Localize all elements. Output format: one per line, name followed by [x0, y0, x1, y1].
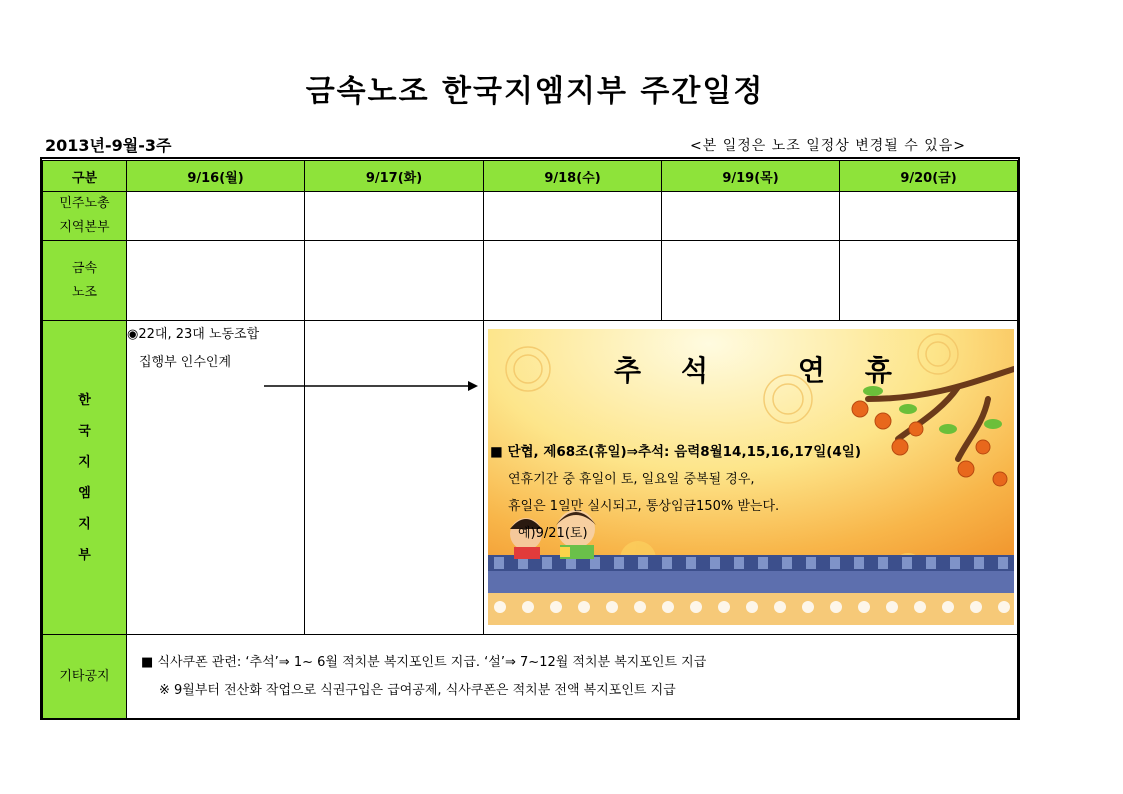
row-label-char: 지	[78, 454, 91, 470]
col-header-category: 구분	[43, 161, 127, 192]
cell-mon-event	[127, 321, 305, 635]
holiday-line: ■ 단협, 제68조(휴일)⇒추석: 음력8월14,15,16,17일(4일)	[490, 444, 862, 460]
holiday-line: 연휴기간 중 휴일이 토, 일요일 중복될 경우,	[508, 472, 755, 487]
notice-line: ※ 9월부터 전산화 작업으로 식권구입은 급여공제, 식사쿠폰은 적치분 전액 복지포인트 지급	[159, 682, 676, 698]
row-label-char: 한	[78, 392, 91, 408]
cell-empty	[127, 192, 305, 241]
row-label-char: 지	[78, 516, 91, 532]
col-header-mon: 9/16(월)	[127, 161, 305, 192]
col-header-thu: 9/19(목)	[662, 161, 840, 192]
table-row	[43, 635, 1018, 719]
row-label-line: 지역본부	[59, 220, 110, 235]
event-line: ◉22대, 23대 노동조합	[127, 327, 260, 342]
holiday-details	[490, 439, 861, 547]
cell-empty	[484, 192, 662, 241]
row-label-gmk	[43, 321, 127, 635]
row-label-line: 노조	[71, 284, 98, 300]
chuseok-holiday-cell	[484, 321, 1018, 635]
table-row	[43, 321, 1018, 635]
cell-empty	[662, 192, 840, 241]
holiday-title: 추석 연휴	[614, 354, 932, 387]
cell-empty	[127, 241, 305, 321]
row-label-char: 엠	[78, 485, 91, 501]
week-label: 2013년-9월-3주	[45, 136, 172, 155]
row-label-etc: 기타공지	[43, 635, 127, 719]
handover-arrow	[262, 378, 480, 394]
row-label-line: 민주노총	[59, 196, 110, 211]
schedule-note: <본 일정은 노조 일정상 변경될 수 있음>	[690, 138, 967, 154]
header-row	[43, 161, 1018, 192]
cell-empty	[305, 241, 484, 321]
notice-cell	[127, 635, 1018, 719]
col-header-wed: 9/18(수)	[484, 161, 662, 192]
cell-empty	[305, 192, 484, 241]
cell-empty	[305, 321, 484, 635]
schedule-table	[42, 160, 1018, 719]
holiday-line: 휴일은 1일만 실시되고, 통상임금150% 받는다.	[508, 499, 780, 514]
cell-empty	[484, 241, 662, 321]
holiday-line: 예)9/21(토)	[518, 526, 588, 541]
page-title: 금속노조 한국지엠지부 주간일정	[305, 74, 765, 109]
col-header-fri: 9/20(금)	[840, 161, 1018, 192]
row-label-kmwu	[43, 241, 127, 321]
row-label-kctu	[43, 192, 127, 241]
event-line: 집행부 인수인계	[139, 355, 232, 370]
cell-empty	[662, 241, 840, 321]
cell-empty	[840, 192, 1018, 241]
row-label-char: 국	[78, 423, 91, 439]
col-header-tue: 9/17(화)	[305, 161, 484, 192]
row-label-char: 부	[78, 547, 91, 563]
notice-line: ■ 식사쿠폰 관련: ‘추석’⇒ 1~ 6월 적치분 복지포인트 지급. ‘설’⇒ 7~12월 적치분 복지포인트 지급	[141, 654, 707, 670]
row-label-line: 금속	[71, 260, 98, 276]
table-row	[43, 241, 1018, 321]
table-row	[43, 192, 1018, 241]
cell-empty	[840, 241, 1018, 321]
